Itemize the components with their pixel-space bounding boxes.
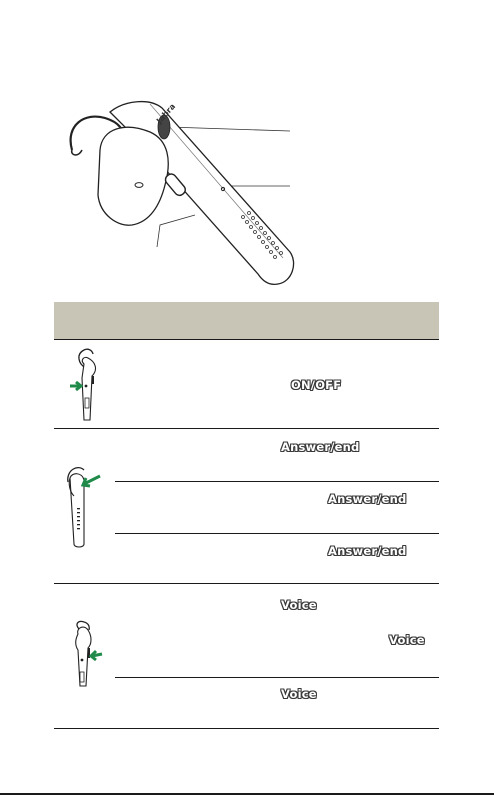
row-divider [54, 339, 439, 340]
headset-voice-icon [66, 620, 106, 688]
sub-row-divider [115, 677, 439, 678]
headset-power-icon [66, 346, 106, 422]
headset-diagram [60, 95, 310, 295]
sub-row-divider [115, 481, 439, 482]
row-divider [54, 428, 439, 429]
on-off-label: ON/OFF [291, 378, 342, 392]
sub-row-divider [115, 533, 439, 534]
headset-answer-icon [62, 462, 106, 548]
table-header [54, 302, 439, 339]
green-arrow-icon [70, 382, 81, 390]
row-divider [54, 583, 439, 584]
row-divider [54, 728, 439, 729]
answer-end-label: Answer/end [281, 440, 360, 454]
answer-end-label: Answer/end [328, 492, 407, 506]
voice-label: Voice [281, 598, 317, 612]
answer-end-label: Answer/end [328, 544, 407, 558]
voice-label: Voice [281, 687, 317, 701]
voice-label: Voice [389, 633, 425, 647]
headset-brand-text: Jabra [154, 101, 178, 126]
